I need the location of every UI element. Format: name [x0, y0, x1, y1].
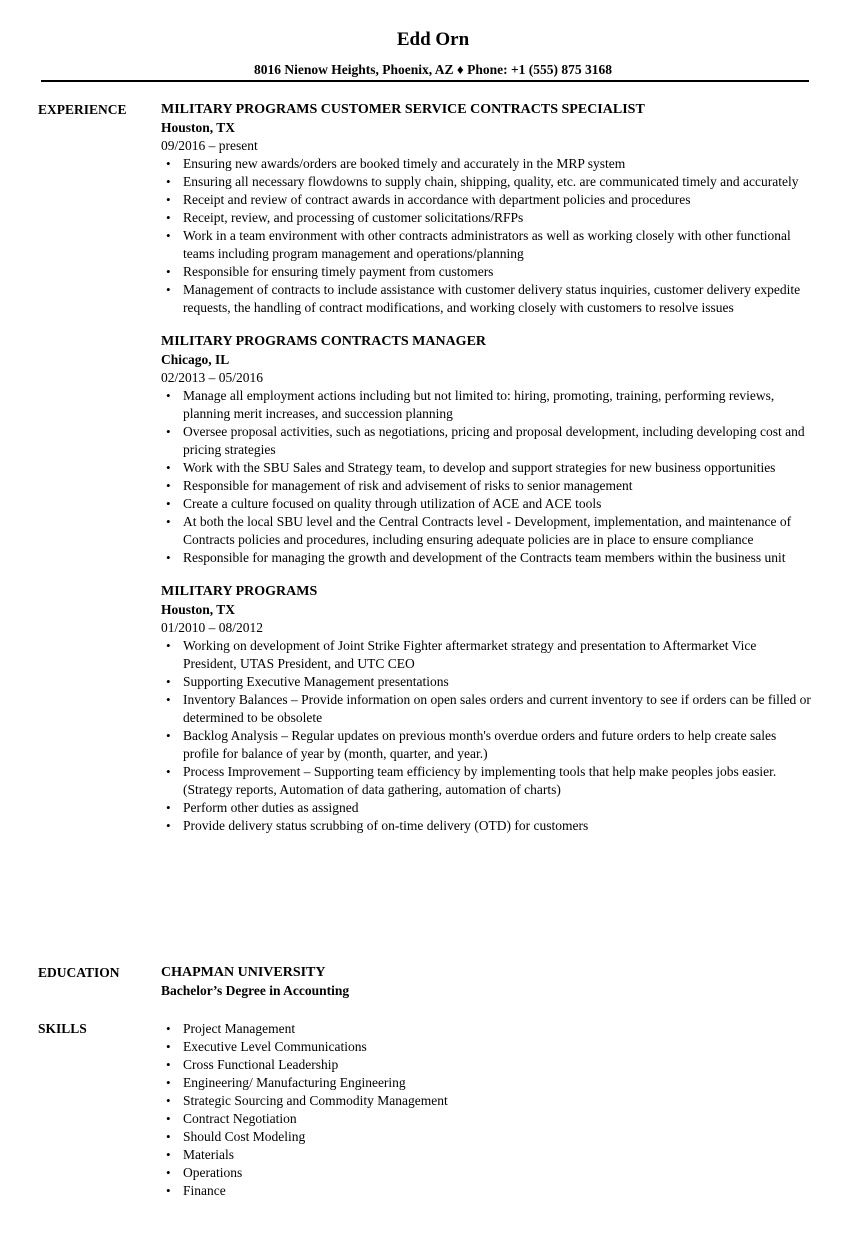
skill-item: • Strategic Sourcing and Commodity Management — [161, 1092, 813, 1110]
skill-item: • Finance — [161, 1182, 813, 1200]
job-dates: 09/2016 – present — [161, 138, 258, 153]
bullet-item: • Process Improvement – Supporting team efficiency by implementing tools that help make peoples jobs easier. (Strategy reports, Automation of data gathering, automation of charts) — [161, 763, 813, 799]
job-location: Houston, TX — [161, 602, 236, 617]
job-entry — [161, 101, 813, 317]
skills-list — [161, 1020, 813, 1200]
candidate-name: Edd Orn — [396, 29, 470, 50]
job-bullets — [161, 637, 813, 835]
bullet-item: • Inventory Balances – Provide information on open sales orders and current inventory to see if orders can be filled or determined to be obsolete — [161, 691, 813, 727]
skill-item: • Cross Functional Leadership — [161, 1056, 813, 1074]
bullet-item: • Ensuring new awards/orders are booked timely and accurately in the MRP system — [161, 155, 813, 173]
bullet-item: • Oversee proposal activities, such as negotiations, pricing and proposal development, including developing cost and pricing strategies — [161, 423, 813, 459]
bullet-item: • Receipt and review of contract awards in accordance with department policies and procedures — [161, 191, 813, 209]
skill-item: • Project Management — [161, 1020, 813, 1038]
bullet-item: • Management of contracts to include assistance with customer delivery status inquiries, customer delivery expedite requests, the handling of contract modifications, and working closely with customers to resolve issues — [161, 281, 813, 317]
bullet-item: • Backlog Analysis – Regular updates on previous month's overdue orders and future orders to help create sales profile for balance of year by (month, quarter, and year.) — [161, 727, 813, 763]
job-dates: 01/2010 – 08/2012 — [161, 620, 264, 635]
job-location: Houston, TX — [161, 120, 236, 135]
job-title: MILITARY PROGRAMS CUSTOMER SERVICE CONTRACTS SPECIALIST — [161, 102, 645, 117]
bullet-item: • Perform other duties as assigned — [161, 799, 813, 817]
experience-body — [161, 101, 813, 851]
job-title: MILITARY PROGRAMS — [161, 584, 318, 599]
skill-item: • Contract Negotiation — [161, 1110, 813, 1128]
job-bullets — [161, 155, 813, 317]
job-title: MILITARY PROGRAMS CONTRACTS MANAGER — [161, 334, 487, 349]
header-divider — [41, 80, 809, 82]
skill-item: • Should Cost Modeling — [161, 1128, 813, 1146]
education-body — [161, 964, 813, 1000]
bullet-item: • Create a culture focused on quality through utilization of ACE and ACE tools — [161, 495, 813, 513]
skill-item: • Executive Level Communications — [161, 1038, 813, 1056]
degree-name: Bachelor’s Degree in Accounting — [161, 983, 350, 998]
section-label-education: EDUCATION — [38, 965, 120, 980]
bullet-item: • Responsible for management of risk and advisement of risks to senior management — [161, 477, 813, 495]
skills-body — [161, 1020, 813, 1200]
bullet-item: • Manage all employment actions including but not limited to: hiring, promoting, training, performing reviews, planning merit increases, and succession planning — [161, 387, 813, 423]
job-entry — [161, 333, 813, 567]
school-name: CHAPMAN UNIVERSITY — [161, 965, 326, 980]
bullet-item: • Work with the SBU Sales and Strategy team, to develop and support strategies for new business opportunities — [161, 459, 813, 477]
bullet-item: • Work in a team environment with other contracts administrators as well as working closely with other functional teams including program management and operations/planning — [161, 227, 813, 263]
bullet-item: • Provide delivery status scrubbing of on-time delivery (OTD) for customers — [161, 817, 813, 835]
section-label-skills: SKILLS — [38, 1021, 87, 1036]
job-entry — [161, 583, 813, 835]
job-bullets — [161, 387, 813, 567]
bullet-item: • Ensuring all necessary flowdowns to supply chain, shipping, quality, etc. are communicated timely and accurately — [161, 173, 813, 191]
section-label-experience: EXPERIENCE — [38, 102, 127, 117]
job-dates: 02/2013 – 05/2016 — [161, 370, 264, 385]
bullet-item: • Working on development of Joint Strike Fighter aftermarket strategy and presentation to Aftermarket Vice President, UTAS President, and UTC CEO — [161, 637, 813, 673]
bullet-item: • Supporting Executive Management presentations — [161, 673, 813, 691]
skill-item: • Operations — [161, 1164, 813, 1182]
skill-item: • Engineering/ Manufacturing Engineering — [161, 1074, 813, 1092]
job-location: Chicago, IL — [161, 352, 230, 367]
skill-item: • Materials — [161, 1146, 813, 1164]
bullet-item: • Responsible for managing the growth and development of the Contracts team members within the business unit — [161, 549, 813, 567]
contact-line: 8016 Nienow Heights, Phoenix, AZ ♦ Phone: +1 (555) 875 3168 — [253, 62, 613, 77]
bullet-item: • Receipt, review, and processing of customer solicitations/RFPs — [161, 209, 813, 227]
bullet-item: • At both the local SBU level and the Central Contracts level - Development, implementation, and maintenance of Contracts policies and procedures, including ensuring adequate policies are in place to ensure compliance — [161, 513, 813, 549]
bullet-item: • Responsible for ensuring timely payment from customers — [161, 263, 813, 281]
